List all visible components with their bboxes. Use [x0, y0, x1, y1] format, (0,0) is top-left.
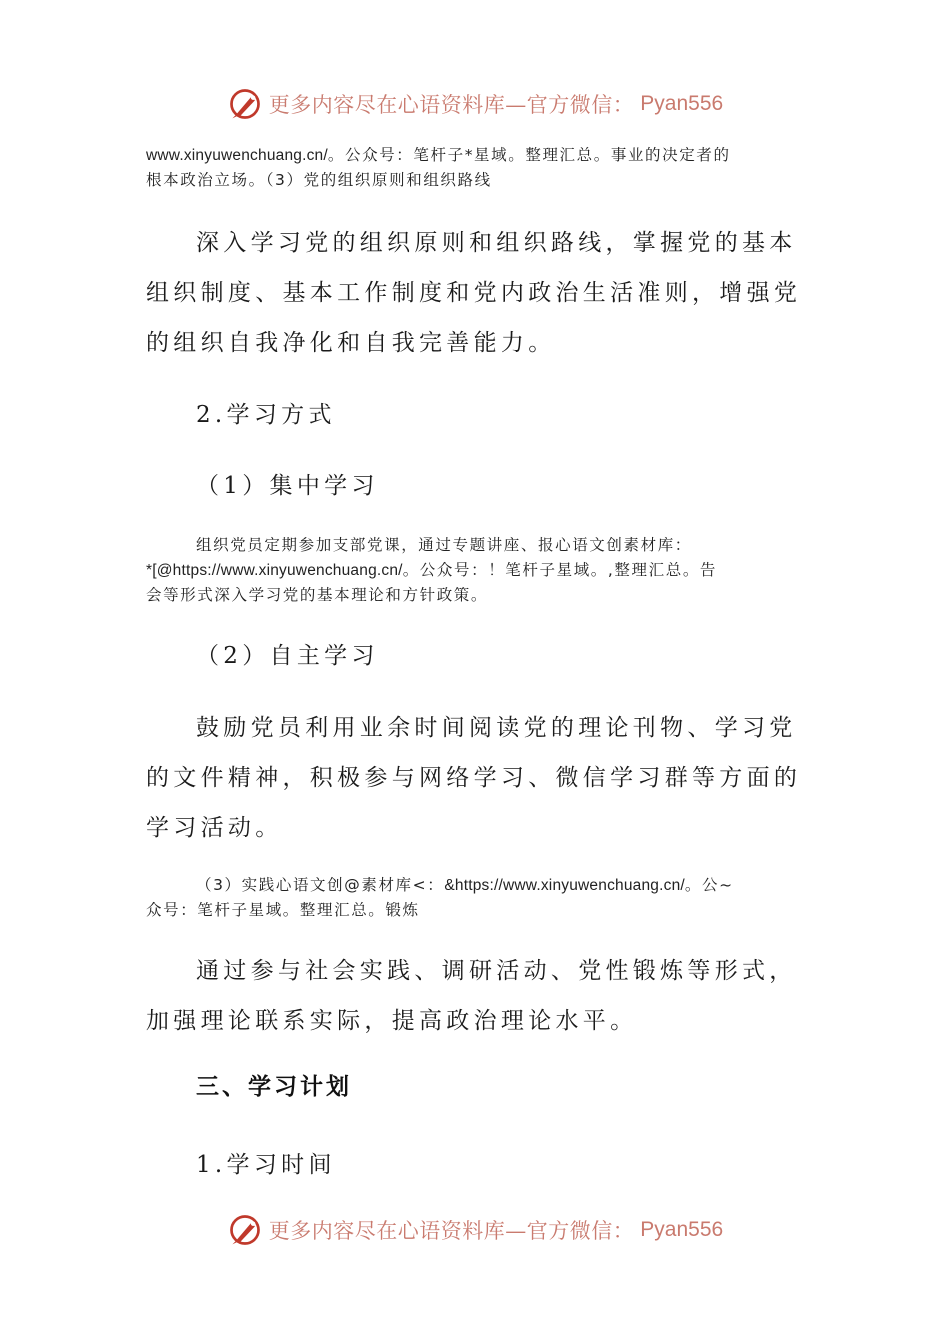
- subsection-title-self-study: （2）自主学习: [196, 643, 379, 669]
- header-banner: [0, 84, 950, 124]
- subsection-title-focused-study: （1）集中学习: [196, 473, 379, 499]
- focused-line-1: 组织党员定期参加支部党课，通过专题讲座、报心语文创素材库：: [196, 536, 692, 554]
- paragraph-self-study: 鼓励党员利用业余时间阅读党的理论刊物、学习党的文件精神，积极参与网络学习、微信学习群等方面的学习活动。: [146, 715, 802, 841]
- banner-text: 更多内容尽在心语资料库—官方微信：: [268, 93, 635, 117]
- paragraph-organization: 深入学习党的组织原则和组织路线，掌握党的基本组织制度、基本工作制度和党内政治生活准则，增强党的组织自我净化和自我完善能力。: [146, 230, 802, 356]
- footer-wechat-handle: Pyan556: [640, 1218, 724, 1241]
- practice-line-2: 众号：笔杆子星域。整理汇总。锻炼: [146, 901, 420, 919]
- practice-line-1: （3）实践心语文创@素材库<：&https://www.xinyuwenchuang.cn/。公~: [196, 876, 734, 894]
- paragraph-practice: 通过参与社会实践、调研活动、党性锻炼等形式，加强理论联系实际，提高政治理论水平。: [146, 958, 797, 1034]
- intro-line-2: 根本政治立场。（3）党的组织原则和组织路线: [146, 171, 492, 189]
- practice-small-text: [146, 873, 806, 923]
- section-title-study-time: 1.学习时间: [196, 1152, 336, 1178]
- section-title-study-method: 2.学习方式: [196, 402, 336, 428]
- pen-nib-logo-icon: [227, 1212, 263, 1248]
- focused-line-2: *[@https://www.xinyuwenchuang.cn/。公众号：！笔杆子星域。,整理汇总。告: [146, 561, 718, 579]
- intro-line-1: www.xinyuwenchuang.cn/。公众号：笔杆子*星域。整理汇总。事业的决定者的: [146, 146, 731, 164]
- intro-small-text: [146, 143, 806, 193]
- focused-study-small-text: [146, 533, 806, 608]
- section-heading-study-plan: 三、学习计划: [196, 1074, 352, 1100]
- focused-line-3: 会等形式深入学习党的基本理论和方针政策。: [146, 586, 489, 604]
- banner-wechat-handle: Pyan556: [640, 92, 724, 115]
- footer-banner-text: 更多内容尽在心语资料库—官方微信：: [268, 1219, 635, 1243]
- footer-banner: [0, 1210, 950, 1250]
- pen-nib-logo-icon: [227, 86, 263, 122]
